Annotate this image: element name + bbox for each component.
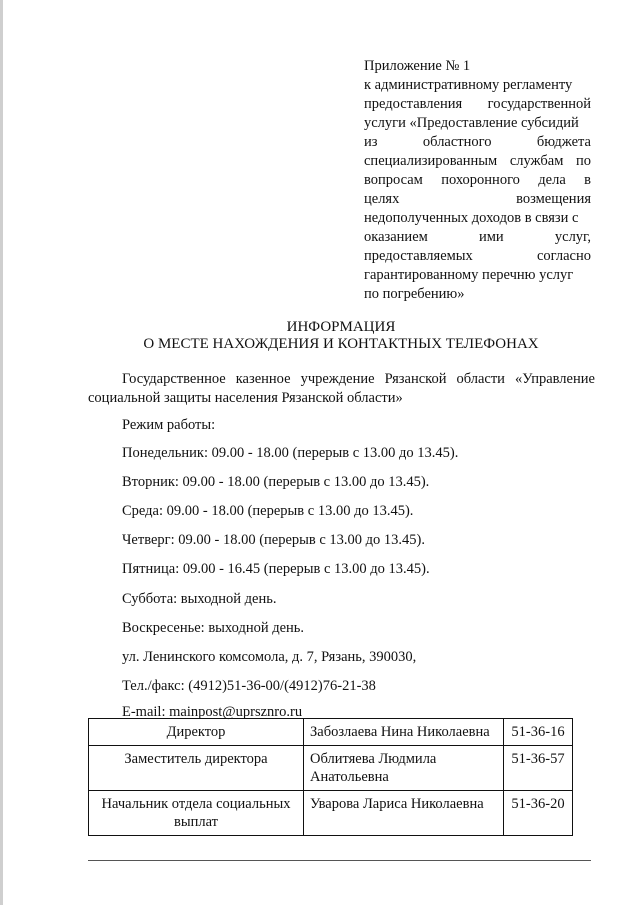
appendix-line: [364, 190, 591, 209]
appendix-word: ими: [479, 229, 504, 245]
appendix-word: услуг,: [554, 229, 591, 245]
appendix-line: [364, 152, 591, 171]
institution-name-line2: социальной защиты населения Рязанской области»: [88, 390, 403, 406]
appendix-word: похоронного: [441, 172, 520, 188]
appendix-word: по: [575, 153, 591, 169]
position-cell: Заместитель директора: [89, 746, 304, 791]
appendix-word: государственной: [487, 96, 591, 112]
appendix-word: в: [584, 172, 591, 188]
institution-word: области: [456, 371, 505, 387]
table-row: [89, 791, 573, 836]
email: E-mail: mainpost@uprsznro.ru: [122, 704, 303, 720]
position-cell: Начальник отдела социальных выплат: [89, 791, 304, 836]
phone-cell: 51-36-57: [504, 746, 573, 791]
phone-cell: 51-36-16: [504, 719, 573, 746]
schedule-sunday: Воскресенье: выходной день.: [122, 620, 305, 636]
appendix-word: возмещения: [516, 191, 591, 207]
table-row: [89, 746, 573, 791]
appendix-word: из: [364, 134, 378, 150]
schedule-label: Режим работы:: [122, 417, 216, 433]
appendix-line: недополученных доходов в связи с: [364, 210, 579, 226]
schedule-thursday: Четверг: 09.00 - 18.00 (перерыв с 13.00 до 13.45).: [122, 532, 426, 548]
table-row: [89, 719, 573, 746]
institution-word: казенное: [235, 371, 291, 387]
appendix-word: службам: [509, 153, 564, 169]
appendix-line: гарантированному перечню услуг: [364, 267, 574, 283]
appendix-word: областного: [422, 134, 492, 150]
appendix-line: [364, 95, 591, 114]
name-cell: Облитяева Людмила Анатольевна: [304, 746, 504, 791]
name-cell: Забозлаева Нина Николаевна: [304, 719, 504, 746]
institution-word: «Управление: [514, 371, 595, 387]
schedule-tuesday: Вторник: 09.00 - 18.00 (перерыв с 13.00 до 13.45).: [122, 474, 430, 490]
document-subtitle: О МЕСТЕ НАХОЖДЕНИЯ И КОНТАКТНЫХ ТЕЛЕФОНАХ: [143, 336, 539, 352]
staff-table: [88, 718, 573, 836]
institution-name: [88, 370, 595, 408]
appendix-word: предоставляемых: [364, 248, 473, 264]
phone-fax: Тел./факс: (4912)51-36-00/(4912)76-21-38: [122, 678, 376, 694]
schedule-saturday: Суббота: выходной день.: [122, 591, 277, 607]
appendix-line: к административному регламенту: [364, 77, 573, 93]
appendix-word: специализированным: [364, 153, 498, 169]
phone-cell: 51-36-20: [504, 791, 573, 836]
document-title: ИНФОРМАЦИЯ: [286, 319, 396, 335]
appendix-word: целях: [364, 191, 400, 207]
appendix-line: Приложение № 1: [364, 58, 471, 74]
name-cell: Уварова Лариса Николаевна: [304, 791, 504, 836]
institution-word: Государственное: [122, 371, 226, 387]
scan-edge: [0, 0, 3, 905]
appendix-line: услуги «Предоставление субсидий: [364, 115, 579, 131]
schedule-monday: Понедельник: 09.00 - 18.00 (перерыв с 13.00 до 13.45).: [122, 445, 459, 461]
bottom-rule: [88, 860, 591, 861]
institution-word: Рязанской: [384, 371, 447, 387]
appendix-block: [364, 57, 591, 304]
appendix-word: дела: [538, 172, 566, 188]
appendix-line: [364, 247, 591, 266]
appendix-line: по погребению»: [364, 286, 465, 302]
appendix-word: оказанием: [364, 229, 428, 245]
appendix-line: [364, 171, 591, 190]
institution-name-line1: [88, 370, 595, 389]
position-cell: Директор: [89, 719, 304, 746]
appendix-word: согласно: [536, 248, 591, 264]
institution-word: учреждение: [300, 371, 375, 387]
appendix-line: [364, 228, 591, 247]
schedule-wednesday: Среда: 09.00 - 18.00 (перерыв с 13.00 до 13.45).: [122, 503, 414, 519]
appendix-word: бюджета: [536, 134, 591, 150]
address: ул. Ленинского комсомола, д. 7, Рязань, 390030,: [122, 649, 417, 665]
appendix-word: предоставления: [364, 96, 463, 112]
schedule-friday: Пятница: 09.00 - 16.45 (перерыв с 13.00 до 13.45).: [122, 561, 430, 577]
appendix-line: [364, 133, 591, 152]
appendix-word: вопросам: [364, 172, 423, 188]
